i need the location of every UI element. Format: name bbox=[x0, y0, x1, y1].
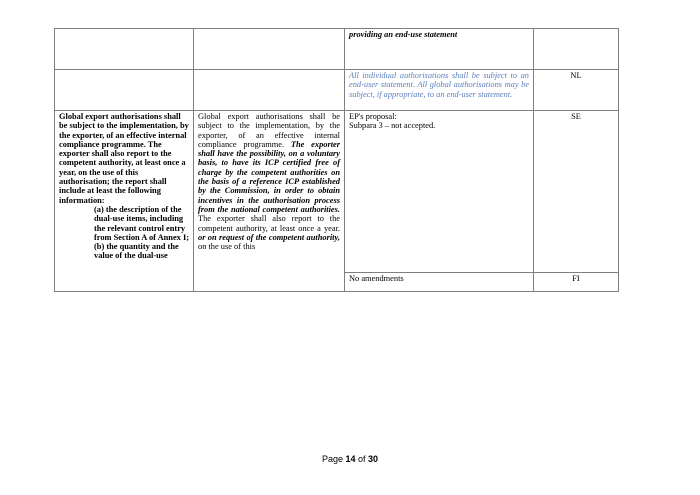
cell-text: All individual authorisations shall be subject to an end-user statement. All global authorisations may be subject, if appropriate, to an end-user statement. bbox=[349, 71, 529, 99]
cell-text: Global export authorisations shall be subject to the implementation, by the exporter, of an effective internal compliance programme. The exporter shall also report to the competent authority, at least once a year, on the use of this authorisation; the report shall include at least the following information: bbox=[59, 112, 189, 205]
table-cell bbox=[55, 70, 194, 111]
table-cell bbox=[345, 29, 534, 70]
list-item: (b) the quantity and the value of the dual-use bbox=[94, 242, 179, 261]
page-footer bbox=[0, 454, 700, 464]
cell-text: EP's proposal: bbox=[349, 112, 397, 121]
cell-text: providing an end-use statement bbox=[349, 30, 458, 39]
table-cell bbox=[55, 111, 194, 292]
cell-text: The exporter shall also report to the competent authority, at least once a year. bbox=[198, 214, 340, 233]
table-cell bbox=[194, 29, 345, 70]
table-cell bbox=[345, 111, 534, 273]
table-cell bbox=[194, 111, 345, 292]
table-row bbox=[55, 111, 619, 273]
page-total: 30 bbox=[368, 454, 379, 464]
country-code: SE bbox=[571, 112, 581, 121]
comparison-table bbox=[54, 28, 619, 292]
country-code: FI bbox=[572, 274, 580, 283]
cell-text: on the use of this bbox=[198, 242, 256, 252]
table-cell bbox=[534, 70, 619, 111]
list-item: (a) the description of the dual-use items, including the relevant control entry from Section A of Annex I; bbox=[94, 204, 189, 242]
table-cell bbox=[345, 70, 534, 111]
table-cell bbox=[55, 29, 194, 70]
cell-text: The exporter shall have the possibility, on a voluntary basis, to have its ICP certified free of charge by the competent authorities on the basis of a reference ICP established by the Commission, in order to obtain bbox=[198, 139, 341, 196]
page-number: 14 bbox=[345, 454, 356, 464]
table-cell bbox=[534, 29, 619, 70]
table-row bbox=[55, 70, 619, 111]
cell-text: or on request of the competent authority, bbox=[198, 232, 340, 242]
table-cell bbox=[194, 70, 345, 111]
cell-text: No amendments bbox=[349, 274, 404, 283]
cell-text: Global export authorisations shall be subject to the implementation, by the exporter, of an effective internal compliance programme. bbox=[198, 112, 340, 149]
table-cell bbox=[534, 111, 619, 273]
footer-prefix: Page bbox=[321, 454, 343, 464]
footer-of: of bbox=[358, 454, 366, 464]
table-cell bbox=[345, 273, 534, 292]
country-code: NL bbox=[570, 71, 582, 80]
cell-text: Subpara 3 – not accepted. bbox=[349, 121, 436, 131]
cell-text: incentives in the authorisation process from the national competent authorities. bbox=[198, 195, 340, 214]
table-cell bbox=[534, 273, 619, 292]
table-row bbox=[55, 29, 619, 70]
